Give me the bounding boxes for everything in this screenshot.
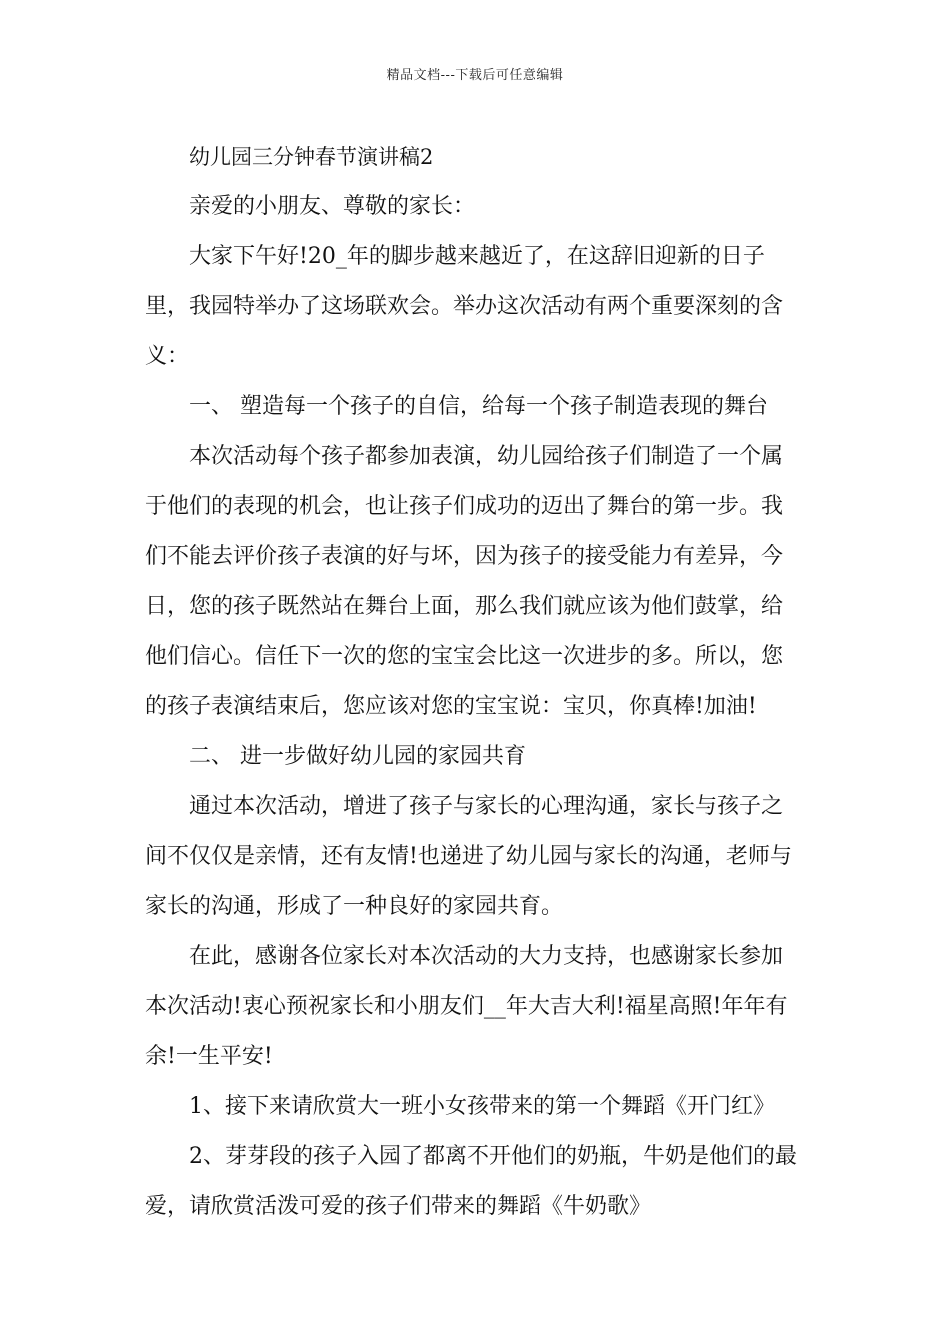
salutation: 亲爱的小朋友、尊敬的家长： xyxy=(189,194,476,219)
paragraph-line: 大家下午好!20_年的脚步越来越近了，在这辞旧迎新的日子 xyxy=(189,244,765,269)
paragraph-line: 本次活动每个孩子都参加表演，幼儿园给孩子们制造了一个属 xyxy=(189,444,784,469)
paragraph-line: 于他们的表现的机会，也让孩子们成功的迈出了舞台的第一步。我 xyxy=(145,494,784,519)
paragraph-line: 家长的沟通，形成了一种良好的家园共育。 xyxy=(145,894,564,919)
paragraph-3 xyxy=(145,782,807,932)
paragraph-line: 余!一生平安! xyxy=(145,1044,273,1069)
program-item-1: 1、接下来请欣赏大一班小女孩带来的第一个舞蹈《开门红》 xyxy=(189,1094,775,1119)
document-title: 幼儿园三分钟春节演讲稿2 xyxy=(189,145,434,169)
paragraph-line: 本次活动!衷心预祝家长和小朋友们__年大吉大利!福星高照!年年有 xyxy=(145,994,788,1019)
paragraph-line: 通过本次活动，增进了孩子与家长的心理沟通，家长与孩子之 xyxy=(189,794,784,819)
program-item-2 xyxy=(145,1132,807,1232)
paragraph-line: 2、芽芽段的孩子入园了都离不开他们的奶瓶，牛奶是他们的最 xyxy=(189,1144,797,1169)
page-header: 精品文档---下载后可任意编辑 xyxy=(386,68,564,83)
paragraph-line: 里，我园特举办了这场联欢会。举办这次活动有两个重要深刻的含 xyxy=(145,294,784,319)
paragraph-line: 们不能去评价孩子表演的好与坏，因为孩子的接受能力有差异，今 xyxy=(145,544,784,569)
paragraph-line: 在此，感谢各位家长对本次活动的大力支持，也感谢家长参加 xyxy=(189,944,784,969)
paragraph-line: 日，您的孩子既然站在舞台上面，那么我们就应该为他们鼓掌，给 xyxy=(145,594,784,619)
paragraph-line: 他们信心。信任下一次的您的宝宝会比这一次进步的多。所以，您 xyxy=(145,644,784,669)
paragraph-2 xyxy=(145,432,807,732)
paragraph-4 xyxy=(145,932,807,1082)
paragraph-line: 间不仅仅是亲情，还有友情!也递进了幼儿园与家长的沟通，老师与 xyxy=(145,844,792,869)
paragraph-line: 爱，请欣赏活泼可爱的孩子们带来的舞蹈《牛奶歌》 xyxy=(145,1194,652,1219)
section-heading-2: 二、 进一步做好幼儿园的家园共育 xyxy=(189,744,526,769)
paragraph-line: 的孩子表演结束后，您应该对您的宝宝说：宝贝，你真棒!加油! xyxy=(145,694,757,719)
section-heading-1: 一、 塑造每一个孩子的自信，给每一个孩子制造表现的舞台 xyxy=(189,394,768,419)
document-body xyxy=(145,132,807,1232)
paragraph-1 xyxy=(145,232,807,382)
paragraph-line: 义： xyxy=(145,344,190,369)
